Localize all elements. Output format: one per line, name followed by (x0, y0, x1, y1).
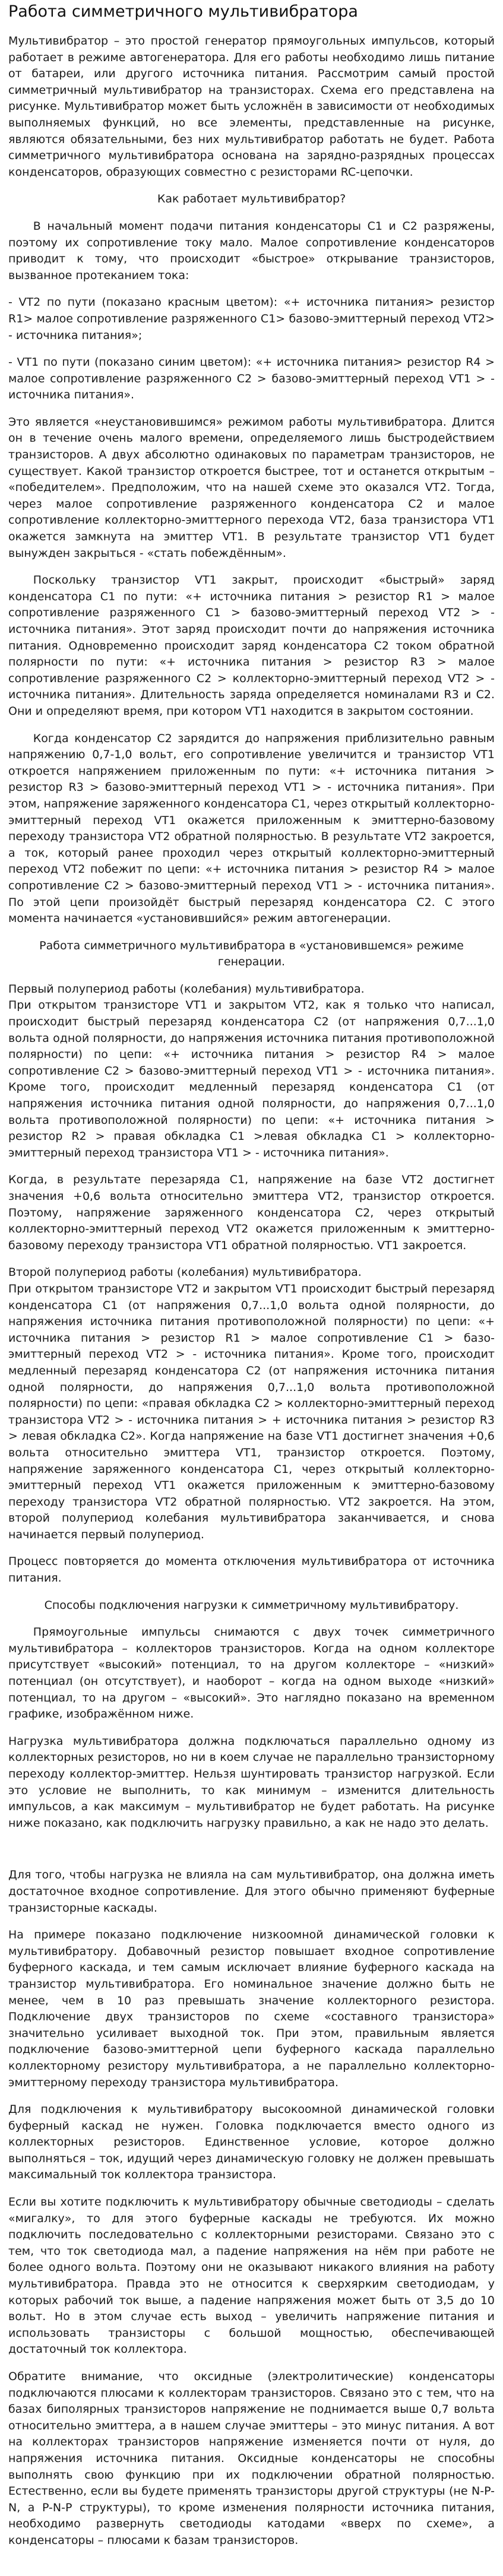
subsection-title-second-half: Второй полупериод работы (колебания) мультивибратора. (8, 1266, 362, 1279)
paragraph: При открытом транзисторе VT2 и закрытом VT1 происходит быстрый перезаряд конденсатора С1 (от напряжения 0,7...1,0 вольта одной полярности, до напряжения источника питания противоположной полярности) по цепи: «+ источника питания > резистор R1 > малое сопротивление С1 > базо-эмиттерный переход VT2 > - источника питания». Кроме того, происходит медленный перезаряд конденсатора С2 (от напряжения источника питания одной полярности, до напряжения 0,7...1,0 вольта противоположной полярности) по цепи: «правая обкладка С2 > коллекторно-эмиттерный переход транзистора VT2 > - источника питания > + источника питания > резистор R3 > левая обкладка С2». Когда напряжение на базе VT1 достигнет значения +0,6 вольта относительно эмиттера VT1, транзистор откроется. Поэтому, напряжение заряженного конденсатора С1, через открытый коллекторно-эмиттерный переход VT1 окажется приложенным к эмиттерно-базовому переходу транзистора VT2 обратной полярностью. VT2 закроется. На этом, второй полупериод колебания мультивибратора заканчивается, и снова начинается первый полупериод. (8, 1282, 495, 1541)
paragraph: Для того, чтобы нагрузка не влияла на сам мультивибратор, она должна иметь достаточное входное сопротивление. Для этого обычно применяют буферные транзисторные каскады. (8, 1868, 495, 1915)
paragraph: Обратите внимание, что оксидные (электролитические) конденсаторы подключаются плюсами к коллекторам транзисторов. Связано это с тем, что на базах биполярных транзисторов напряжение не поднимается выше 0,7 вольта относительно эмиттера, а в нашем случае эмиттеры – это минус питания. А вот на коллекторах транзисторов напряжение изменяется почти от нуля, до напряжения источника питания. Оксидные конденсаторы не способны выполнять свою функцию при их подключении обратной полярностью. Естественно, если вы будете применять транзисторы другой структуры (не N-P-N, а P-N-P структуры), то кроме изменения полярности источника питания, необходимо развернуть светодиоды катодами «вверх по схеме», а конденсаторы – плюсами к базам транзисторов. (8, 2370, 495, 2547)
paragraph: При открытом транзисторе VT1 и закрытом VT2, как я только что написал, происходит быстрый перезаряд конденсатора С2 (от напряжения 0,7...1,0 вольта одной полярности, до напряжения источника питания противоположной полярности) по цепи: «+ источника питания > резистор R4 > малое сопротивление С2 > базово-эмиттерный переход VT1 > - источника питания». Кроме того, происходит медленный перезаряд конденсатора С1 (от напряжения источника питания одной полярности, до напряжения 0,7...1,0 вольта противоположной полярности) по цепи: «+ источника питания > резистор R2 > правая обкладка С1 >левая обкладка С1 > коллекторно-эмиттерный переход транзистора VT1 > - источника питания». (8, 999, 495, 1159)
paragraph: Поскольку транзистор VT1 закрыт, происходит «быстрый» заряд конденсатора С1 по пути: «+ источника питания > резистор R1 > малое сопротивление разряженного С1 > базово-эмиттерный переход VT2 > - источника питания». Этот заряд происходит почти до напряжения источника питания. Одновременно происходит заряд конденсатора С2 током обратной полярности по пути: «+ источника питания > резистор R3 > малое сопротивление разряженного С2 > коллекторно-эмиттерный переход VT2 > - источника питания». Длительность заряда определяется номиналами R3 и С2. Они и определяют время, при котором VT1 находится в закрытом состоянии. (8, 573, 495, 718)
paragraph: Процесс повторяется до момента отключения мультивибратора от источника питания. (8, 1555, 495, 1585)
paragraph: - VT1 по пути (показано синим цветом): «+ источника питания> резистор R4 > малое сопротивление разряженного С2 > базово-эмиттерный переход VT1 > - источника питания». (8, 356, 495, 402)
section-heading-steady-mode: Работа симметричного мультивибратора в «установившемся» режиме генерации. (39, 939, 464, 969)
paragraph: Когда конденсатор С2 зарядится до напряжения приблизительно равным напряжению 0,7-1,0 вольт, его сопротивление увеличится и транзистор VT1 откроется напряжением приложенным по пути: «+ источника питания > резистор R3 > базово-эмиттерный переход VT1 > - источника питания». При этом, напряжение заряженного конденсатора С1, через открытый коллекторно-эмиттерный переход VT1 окажется приложенным к эмиттерно-базовому переходу транзистора VT2 обратной полярностью. В результате VT2 закроется, а ток, который ранее проходил через открытый коллекторно-эмиттерный переход VT2 побежит по цепи: «+ источника питания > резистор R4 > малое сопротивление С2 > базово-эмиттерный переход VT1 > - источника питания». По этой цепи произойдёт быстрый перезаряд конденсатора С2. С этого момента начинается «установившийся» режим автогенерации. (8, 731, 495, 926)
paragraph: - VT2 по пути (показано красным цветом): «+ источника питания> резистор R1> малое сопротивление разряженного С1> базово-эмиттерный переход VT2> - источника питания»; (8, 296, 495, 342)
page-title: Работа симметричного мультивибратора (8, 2, 358, 21)
section-heading-load-connection: Способы подключения нагрузки к симметричному мультивибратору. (44, 1598, 459, 1612)
paragraph: Нагрузка мультивибратора должна подключаться параллельно одному из коллекторных резисторов, но ни в коем случае не параллельно транзисторному переходу коллектор-эмиттер. Нельзя шунтировать транзистор нагрузкой. Если это условие не выполнить, то как минимум – изменится длительность импульсов, а как максимум – мультивибратор не будет работать. На рисунке ниже показано, как подключить нагрузку правильно, а как не надо это делать. (8, 1734, 495, 1830)
paragraph: Это является «неустановившимся» режимом работы мультивибратора. Длится он в течение очень малого времени, определяемого лишь быстродействием транзисторов. А двух абсолютно одинаковых по параметрам транзисторов, не существует. Какой транзистор откроется быстрее, тот и останется открытым – «победителем». Предположим, что на нашей схеме это оказался VT2. Тогда, через малое сопротивление разряженного конденсатора С2 и малое сопротивление коллекторно-эмиттерного перехода VT2, база транзистора VT1 окажется замкнута на эмиттер VT1. В результате транзистор VT1 будет вынужден закрыться - «стать побеждённым». (8, 415, 495, 560)
intro-paragraph: Мультивибратор – это простой генератор прямоугольных импульсов, который работает в режиме автогенератора. Для его работы необходимо лишь питание от батареи, или другого источника питания. Рассмотрим самый простой симметричный мультивибратор на транзисторах. Схема его представлена на рисунке. Мультивибратор может быть усложнён в зависимости от необходимых выполняемых функций, но все элементы, представленные на рисунке, являются обязательными, без них мультивибратор работать не будет. Работа симметричного мультивибратора основана на зарядно-разрядных процессах конденсаторов, образующих совместно с резисторами RC-цепочки. (8, 34, 495, 179)
subsection-title-first-half: Первый полупериод работы (колебания) мультивибратора. (8, 982, 365, 996)
paragraph: В начальный момент подачи питания конденсаторы С1 и С2 разряжены, поэтому их сопротивление току мало. Малое сопротивление конденсаторов приводит к тому, что происходит «быстрое» открывание транзисторов, вызванное протеканием тока: (8, 219, 495, 282)
paragraph: Когда, в результате перезаряда С1, напряжение на базе VT2 достигнет значения +0,6 вольта относительно эмиттера VT2, транзистор откроется. Поэтому, напряжение заряженного конденсатора С2, через открытый коллекторно-эмиттерный переход VT2 окажется приложенным к эмиттерно-базовому переходу транзистора VT1 обратной полярностью. VT1 закроется. (8, 1173, 495, 1252)
paragraph: На примере показано подключение низкоомной динамической головки к мультивибратору. Добавочный резистор повышает входное сопротивление буферного каскада, и тем самым исключает влияние буферного каскада на транзистор мультивибратора. Его номинальное значение должно быть не менее, чем в 10 раз превышать значение коллекторного резистора. Подключение двух транзисторов по схеме «составного транзистора» значительно усиливает выходной ток. При этом, правильным является подключение базово-эмиттерной цепи буферного каскада параллельно коллекторному резистору мультивибратора, а не параллельно коллекторно-эмиттерному переходу транзистора мультивибратора. (8, 1928, 495, 2089)
paragraph: Если вы хотите подключить к мультивибратору обычные светодиоды – сделать «мигалку», то для этого буферные каскады не требуются. Их можно подключить последовательно с коллекторными резисторами. Связано это с тем, что ток светодиода мал, а падение напряжения на нём при работе не более одного вольта. Поэтому они не оказывают никакого влияния на работу мультивибратора. Правда это не относится к сверхярким светодиодам, у которых рабочий ток выше, а падение напряжения может быть от 3,5 до 10 вольт. Но в этом случае есть выход – увеличить напряжение питания и использовать транзисторы с большой мощностью, обеспечивающей достаточный ток коллектора. (8, 2195, 495, 2356)
paragraph: Для подключения к мультивибратору высокоомной динамической головки буферный каскад не нужен. Головка подключается вместо одного из коллекторных резисторов. Единственное условие, которое должно выполняться – ток, идущий через динамическую головку не должен превышать максимальный ток коллектора транзистора. (8, 2103, 495, 2182)
paragraph: Прямоугольные импульсы снимаются с двух точек симметричного мультивибратора – коллекторов транзисторов. Когда на одном коллекторе присутствует «высокий» потенциал, то на другом коллекторе – «низкий» потенциал (он отсутствует), и наоборот – когда на одном выходе «низкий» потенциал, то на другом – «высокий». Это наглядно показано на временном графике, изображённом ниже. (8, 1626, 495, 1721)
section-heading-how-it-works: Как работает мультивибратор? (157, 192, 346, 206)
